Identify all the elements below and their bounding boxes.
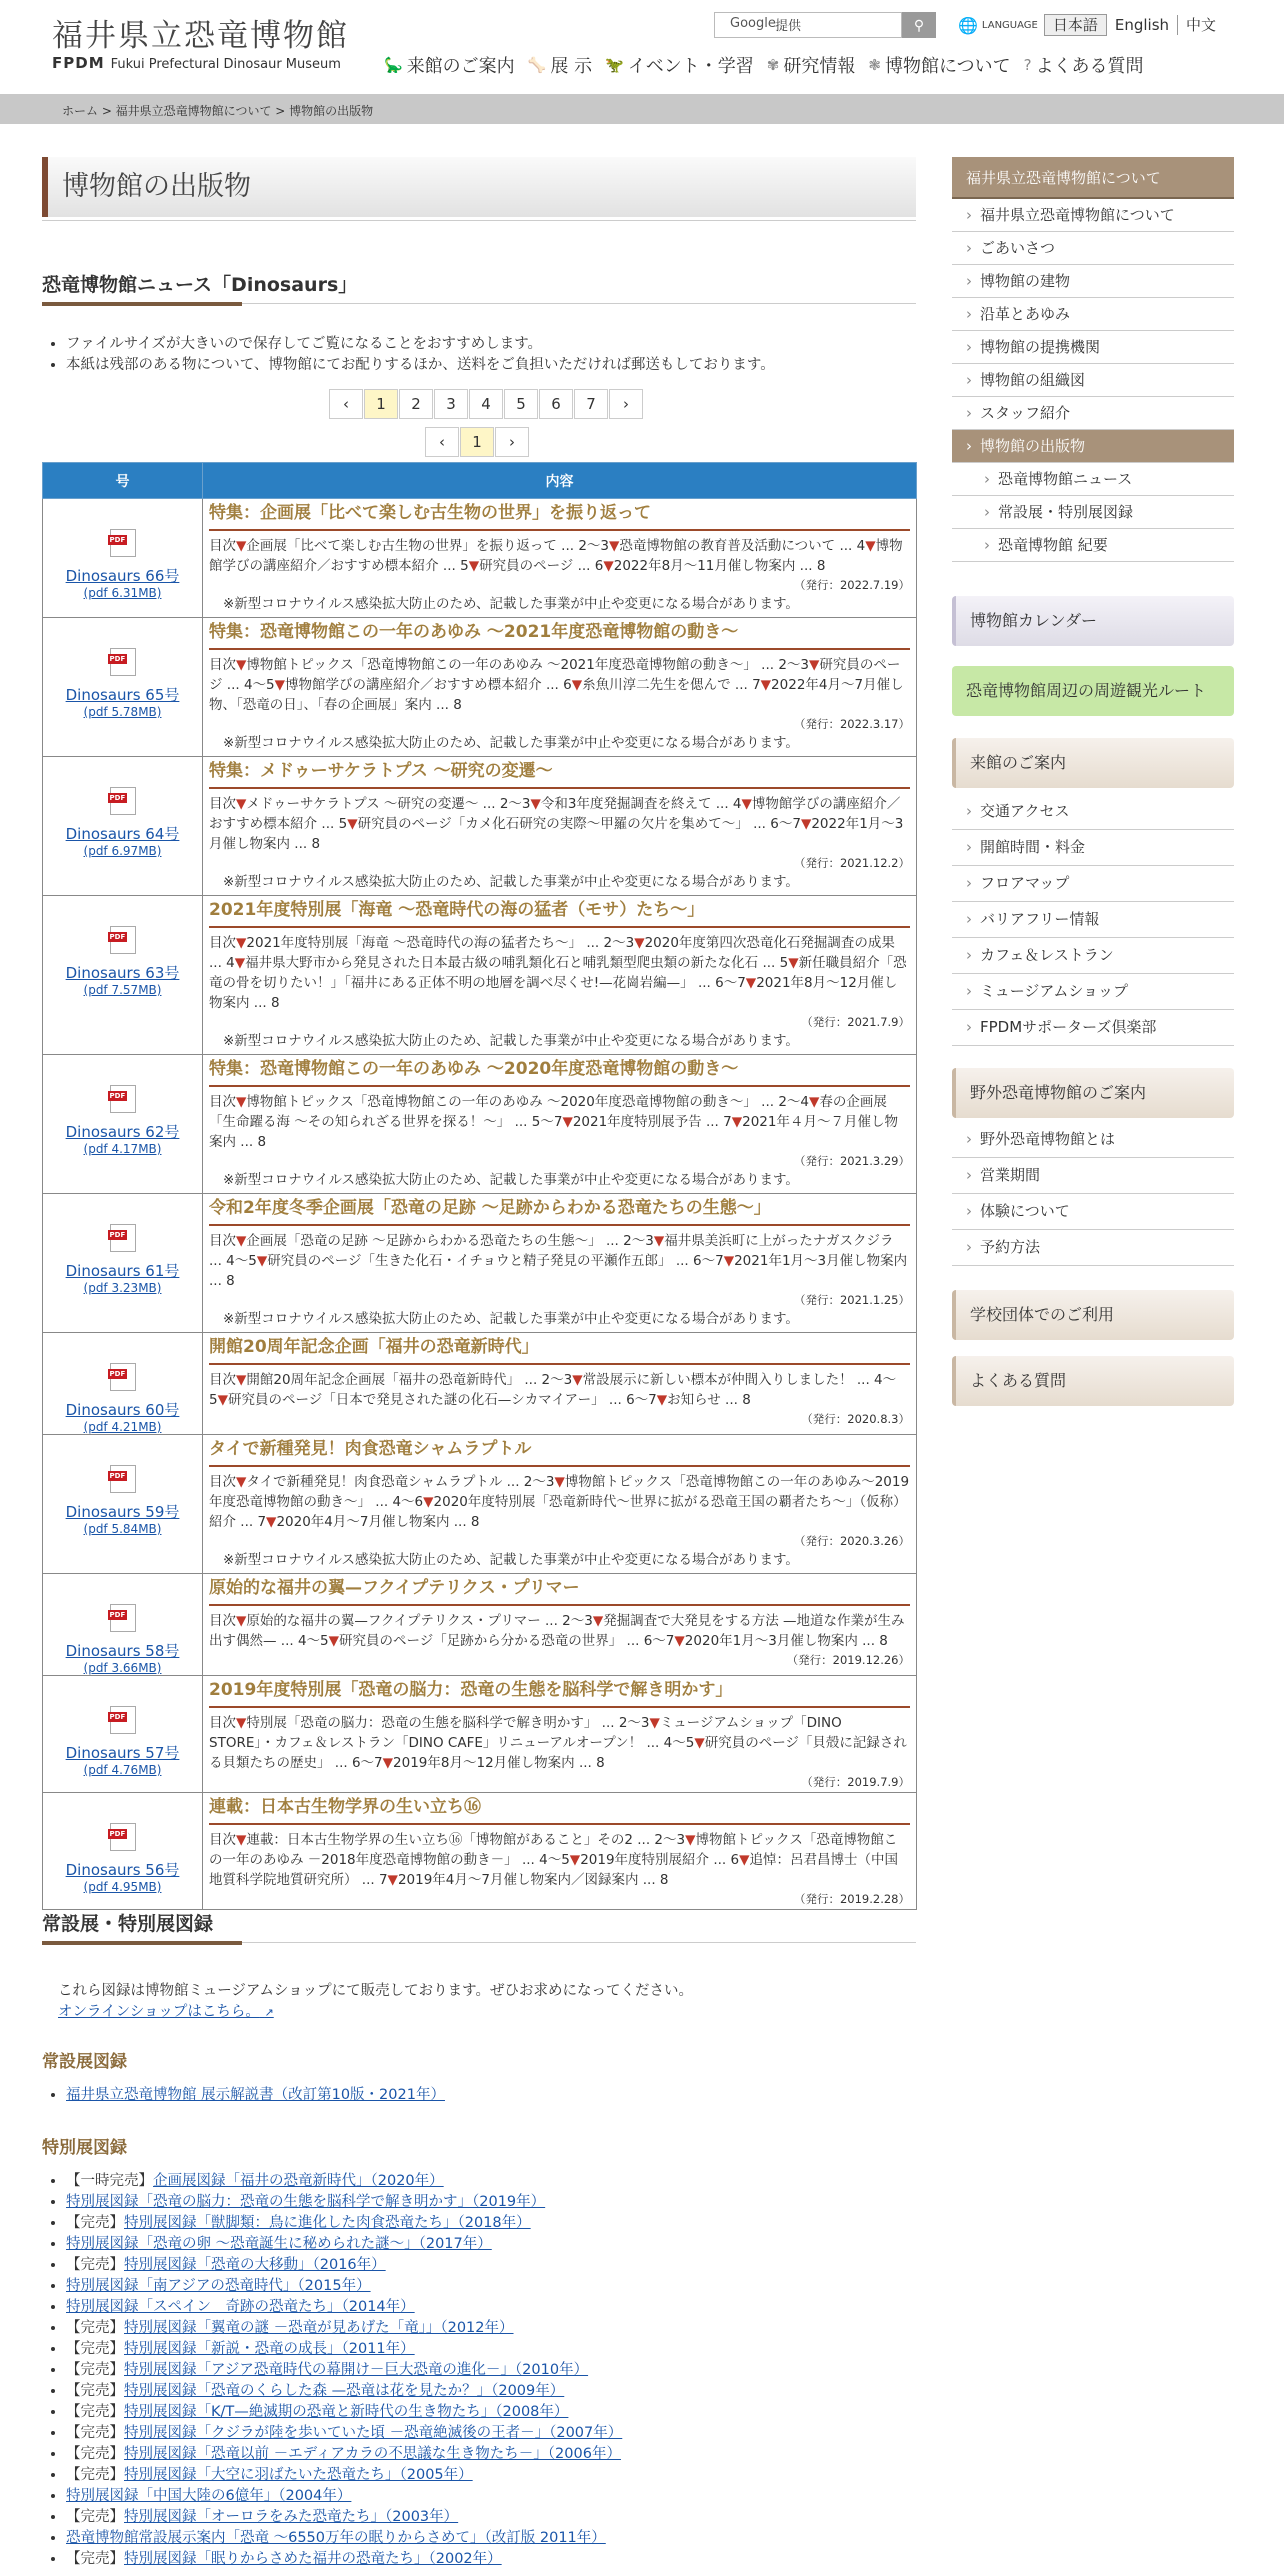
pager-page-3[interactable]: 3 (434, 389, 468, 419)
table-row (43, 1435, 917, 1574)
news-table-body (43, 499, 917, 1910)
search-input[interactable] (714, 12, 902, 38)
issue-size[interactable]: (pdf 6.31MB) (83, 586, 162, 600)
breadcrumb-bar (0, 94, 1284, 124)
lang-japanese[interactable]: 日本語 (1044, 14, 1107, 36)
sidebar-item[interactable]: › スタッフ紹介 (952, 397, 1234, 430)
dinosaur-icon: 🦕 (384, 56, 403, 74)
pdf-icon[interactable] (110, 1706, 136, 1734)
catalog-intro (58, 1981, 693, 2023)
issue-size[interactable]: (pdf 4.76MB) (83, 1763, 162, 1777)
covid-note: ※新型コロナウイルス感染拡大防止のため、記載した事業が中止や変更になる場合があります。 (223, 1552, 799, 1568)
catalog-link[interactable]: 福井県立恐竜博物館 展示解説書（改訂第10版・2021年） (66, 2087, 445, 2103)
pager-page-6[interactable]: 6 (539, 389, 573, 419)
online-shop-label: オンラインショップはこちら。 (58, 2004, 260, 2020)
nav-research[interactable] (767, 52, 856, 78)
pdf-icon[interactable] (110, 1363, 136, 1391)
issue-date: （発行：2019.12.26） (786, 1653, 910, 1667)
issue-contents: 目次▼博物館トピックス「恐竜博物館この一年のあゆみ 〜2020年度恐竜博物館の動き〜」 ... 2〜4▼春の企画展「生命躍る海 〜その知られざる世界を探る！〜」 ... 5〜7▼2021年度特別展予告 ... 7▼2021年４月〜７月催し物案内 ... 8 (209, 1094, 898, 1150)
issue-size[interactable]: (pdf 4.17MB) (83, 1142, 162, 1156)
issue-title: 原始的な福井の翼—フクイプテリクス・プリマー (209, 1576, 910, 1606)
catalog-link[interactable]: 特別展図録「獣脚類：鳥に進化した肉食恐竜たち」（2018年） (124, 2215, 531, 2231)
sidebar-item[interactable]: › 博物館の提携機関 (952, 331, 1234, 364)
sidebar-item[interactable]: › ミュージアムショップ (952, 974, 1234, 1010)
search-icon: ⚲ (913, 16, 925, 33)
sidebar-tourism[interactable]: 恐竜博物館周辺の周遊観光ルート (952, 666, 1234, 716)
external-link-icon: ↗ (264, 2006, 274, 2019)
pterosaur-icon: ❃ (868, 56, 881, 74)
issue-cell (43, 1333, 203, 1435)
issue-link[interactable]: Dinosaurs 60号 (65, 1401, 180, 1419)
issue-title: 特集：恐竜博物館この一年のあゆみ 〜2021年度恐竜博物館の動き〜 (209, 620, 910, 650)
issue-cell (43, 1574, 203, 1676)
lang-chinese[interactable]: 中文 (1177, 15, 1224, 35)
issue-date: （発行：2021.12.2） (793, 856, 910, 870)
list-item (66, 2171, 622, 2192)
content-cell (203, 1333, 917, 1435)
sold-out-label: 【完売】 (66, 2404, 124, 2420)
sidebar-about-list (952, 199, 1234, 562)
content-cell (203, 896, 917, 1055)
content-cell (203, 757, 917, 896)
sidebar-item[interactable]: › 博物館の組織図 (952, 364, 1234, 397)
sidebar-faq[interactable]: よくある質問 (952, 1356, 1234, 1406)
issue-size[interactable]: (pdf 5.78MB) (83, 705, 162, 719)
list-item (66, 2234, 622, 2255)
list-item (66, 2549, 622, 2568)
content-cell (203, 1676, 917, 1793)
logo-japanese: 福井県立恐竜博物館 (52, 18, 349, 54)
issue-date: （発行：2020.8.3） (801, 1412, 910, 1426)
ammonite-icon: ✾ (766, 56, 780, 74)
language-switcher (958, 12, 1224, 38)
issue-date: （発行：2022.7.19） (793, 578, 910, 592)
site-search (714, 12, 936, 38)
issue-size[interactable]: (pdf 7.57MB) (83, 983, 162, 997)
sold-out-label: 【完売】 (66, 2320, 124, 2336)
catalog-link[interactable]: 特別展図録「新説・恐竜の成長」（2011年） (124, 2341, 415, 2357)
list-item (66, 2486, 622, 2507)
issue-contents: 目次▼連載：日本古生物学界の生い立ち⑯「博物館があること」その2 ... 2〜3▼博物館トピックス「恐竜博物館この一年のあゆみ －2018年度恐竜博物館の動き－」 ... 4〜5▼2019年度特別展紹介 ... 6▼追悼：呂君昌博士（中国地質科学院地質研究所） ... 7▼2019年4月〜7月催し物案内／図録案内 ... 8 (209, 1832, 898, 1888)
sidebar-item[interactable]: › 交通アクセス (952, 794, 1234, 830)
language-label: LANGUAGE (981, 19, 1038, 31)
issue-title: 特集：メドゥーサケラトプス 〜研究の変遷〜 (209, 759, 910, 789)
sold-out-label: 【完売】 (66, 2425, 124, 2441)
issue-size[interactable]: (pdf 5.84MB) (83, 1522, 162, 1536)
catalog-link[interactable]: 特別展図録「中国大陸の6億年」（2004年） (66, 2488, 352, 2504)
issue-size[interactable]: (pdf 6.97MB) (83, 844, 162, 858)
sidebar-item[interactable]: › 開館時間・料金 (952, 830, 1234, 866)
list-item (66, 2255, 622, 2276)
sidebar-calendar[interactable]: 博物館カレンダー (952, 596, 1234, 646)
content-cell (203, 1574, 917, 1676)
catalog-link[interactable]: 特別展図録「眠りからさめた福井の恐竜たち」（2002年） (124, 2551, 502, 2567)
issue-cell (43, 1055, 203, 1194)
pager-top (328, 389, 643, 419)
lang-english[interactable]: English (1114, 16, 1170, 34)
catalog-link[interactable]: 特別展図録「アジア恐竜時代の幕開け－巨大恐竜の進化－」（2010年） (124, 2362, 589, 2378)
pdf-icon[interactable] (110, 926, 136, 954)
issue-link[interactable]: Dinosaurs 62号 (65, 1123, 180, 1141)
special-catalog-heading: 特別展図録 (42, 2138, 127, 2158)
issue-contents: 目次▼特別展「恐竜の脳力：恐竜の生態を脳科学で解き明かす」 ... 2〜3▼ミュージアムショップ「DINO STORE」・カフェ＆レストラン「DINO CAFE」リニューアルオープン！ ... 4〜5▼研究員のページ「貝殻に記録される貝類たちの歴史」 ... 6〜7▼2019年8月〜12月催し物案内 ... 8 (209, 1715, 907, 1771)
issue-title: 2021年度特別展「海竜 〜恐竜時代の海の猛者（モサ）たち〜」 (209, 898, 910, 928)
covid-note: ※新型コロナウイルス感染拡大防止のため、記載した事業が中止や変更になる場合があります。 (223, 1033, 799, 1049)
table-row (43, 618, 917, 757)
pdf-icon[interactable] (110, 1823, 136, 1851)
note-item: • 本紙は残部のある物について、博物館にてお配りするほか、送料をご負担いただければ郵送もしております。 (66, 355, 775, 376)
main-nav (384, 52, 1157, 78)
sidebar-subitem[interactable]: › 恐竜博物館 紀要 (952, 529, 1234, 562)
content-cell (203, 499, 917, 618)
sold-out-label: 【完売】 (66, 2446, 124, 2462)
issue-cell (43, 1793, 203, 1910)
pdf-icon[interactable] (110, 787, 136, 815)
list-item (66, 2276, 622, 2297)
catalog-intro-text: これら図録は博物館ミュージアムショップにて販売しております。ぜひお求めになってください。 (58, 1983, 693, 1999)
sidebar-item[interactable]: › 博物館の建物 (952, 265, 1234, 298)
issue-title: 連載：日本古生物学界の生い立ち⑯ (209, 1795, 910, 1825)
covid-note: ※新型コロナウイルス感染拡大防止のため、記載した事業が中止や変更になる場合があります。 (223, 874, 799, 890)
main-content (42, 157, 916, 2567)
catalog-link[interactable]: 特別展図録「大空に羽ばたいた恐竜たち」（2005年） (124, 2467, 473, 2483)
issue-title: 特集：企画展「比べて楽しむ古生物の世界」を振り返って (209, 501, 910, 531)
issue-cell (43, 618, 203, 757)
pager-sub (424, 427, 529, 457)
table-row (43, 1194, 917, 1333)
issue-size[interactable]: (pdf 4.21MB) (83, 1420, 162, 1434)
issue-link[interactable]: Dinosaurs 66号 (65, 567, 180, 585)
table-header-row (43, 463, 917, 499)
title-divider (42, 220, 916, 221)
pdf-icon[interactable] (110, 1224, 136, 1252)
news-heading: 恐竜博物館ニュース「Dinosaurs」 (42, 270, 916, 304)
sidebar-item[interactable]: › 営業期間 (952, 1158, 1234, 1194)
nav-exhibit-label: 展 示 (550, 56, 593, 77)
issue-link[interactable]: Dinosaurs 64号 (65, 825, 180, 843)
catalog-link[interactable]: 特別展図録「恐竜の大移動」（2016年） (124, 2257, 386, 2273)
pdf-icon[interactable] (110, 1604, 136, 1632)
list-item (66, 2528, 622, 2549)
issue-link[interactable]: Dinosaurs 63号 (65, 964, 180, 982)
issue-title: 令和2年度冬季企画展「恐竜の足跡 〜足跡からわかる恐竜たちの生態〜」 (209, 1196, 910, 1226)
logo-full-name: Fukui Prefectural Dinosaur Museum (110, 57, 341, 72)
issue-date: （発行：2022.3.17） (793, 717, 910, 731)
issue-contents: 目次▼企画展「比べて楽しむ古生物の世界」を振り返って ... 2〜3▼恐竜博物館の教育普及活動について ... 4▼博物館学びの講座紹介／おすすめ標本紹介 ... 5▼研究員のページ ... 6▼2022年8月〜11月催し物案内 ... 8 (209, 538, 903, 574)
catalog-link[interactable]: 特別展図録「オーロラをみた恐竜たち」（2003年） (124, 2509, 459, 2525)
issue-contents: 目次▼2021年度特別展「海竜 〜恐竜時代の海の猛者たち〜」 ... 2〜3▼2020年度第四次恐竜化石発掘調査の成果 ... 4▼福井県大野市から発見された日本最古級の哺乳類化石と哺乳類型爬虫類の新たな化石 ... 5▼新任職員紹介「恐竜の骨を切りたい！」「福井にある正体不明の地層を調べ尽くせ!—花崗岩編—」 ... 6〜7▼2021年8月〜12月催し物案内 ... 8 (209, 935, 907, 1011)
permanent-catalog-list (66, 2085, 445, 2106)
catalog-link[interactable]: 企画展図録「福井の恐竜新時代」（2020年） (153, 2173, 444, 2189)
sidebar-visit-list (952, 794, 1234, 1046)
nav-event-label: イベント・学習 (627, 56, 754, 77)
special-catalog-list (66, 2171, 622, 2568)
site-header (0, 0, 1284, 94)
sold-out-label: 【完売】 (66, 2509, 124, 2525)
logo-english (52, 54, 349, 72)
covid-note: ※新型コロナウイルス感染拡大防止のため、記載した事業が中止や変更になる場合があります。 (223, 1311, 799, 1327)
issue-link[interactable]: Dinosaurs 56号 (65, 1861, 180, 1879)
permanent-catalog-heading: 常設展図録 (42, 2052, 127, 2072)
content-cell (203, 1194, 917, 1333)
issue-contents: 目次▼開館20周年記念企画展「福井の恐竜新時代」 ... 2〜3▼常設展示に新しい標本が仲間入りしました！ ... 4〜5▼研究員のページ「日本で発見された謎の化石—シカマイアー」 ... 6〜7▼お知らせ ... 8 (209, 1372, 897, 1408)
header-content: 内容 (203, 463, 917, 499)
catalog-link[interactable]: 特別展図録「恐竜の脳力：恐竜の生態を脳科学で解き明かす」（2019年） (66, 2194, 546, 2210)
sidebar-about-heading[interactable]: 福井県立恐竜博物館について (952, 157, 1234, 199)
raptor-icon: 🦖 (605, 56, 624, 74)
list-item (66, 2507, 622, 2528)
sidebar-visit-heading[interactable]: 来館のご案内 (952, 738, 1234, 788)
breadcrumb[interactable]: ホーム > 福井県立恐竜博物館について > 博物館の出版物 (62, 104, 374, 118)
list-item (66, 2085, 445, 2106)
pager-page-1[interactable]: 1 (364, 389, 398, 419)
content-cell (203, 618, 917, 757)
table-row (43, 1055, 917, 1194)
list-item (66, 2402, 622, 2423)
issue-date: （発行：2021.3.29） (793, 1154, 910, 1168)
sidebar-outdoor-heading[interactable]: 野外恐竜博物館のご案内 (952, 1068, 1234, 1118)
sold-out-label: 【完売】 (66, 2257, 124, 2273)
nav-visit[interactable] (384, 52, 515, 78)
catalog-link[interactable]: 特別展図録「恐竜のくらした森 —恐竜は花を見たか？」（2009年） (124, 2383, 565, 2399)
sidebar-item[interactable]: › フロアマップ (952, 866, 1234, 902)
google-brand: Google (730, 16, 776, 31)
issue-size[interactable]: (pdf 3.23MB) (83, 1281, 162, 1295)
catalog-link[interactable]: 特別展図録「南アジアの恐竜時代」（2015年） (66, 2278, 371, 2294)
issue-contents: 目次▼タイで新種発見！肉食恐竜シャムラプトル ... 2〜3▼博物館トピックス「恐竜博物館この一年のあゆみ〜2019年度恐竜博物館の動き〜」 ... 4〜6▼2020年度特別展「恐竜新時代〜世界に拡がる恐竜王国の覇者たち〜」（仮称）紹介 ... 7▼2020年4月〜7月催し物案内 ... 8 (209, 1474, 910, 1530)
catalog-link[interactable]: 恐竜博物館常設展示案内「恐竜 ～6550万年の眠りからさめて」（改訂版 2011年） (66, 2530, 606, 2546)
list-item (66, 2423, 622, 2444)
pager-page-7[interactable]: 7 (574, 389, 608, 419)
table-row (43, 499, 917, 618)
covid-note: ※新型コロナウイルス感染拡大防止のため、記載した事業が中止や変更になる場合があります。 (223, 1172, 799, 1188)
nav-about[interactable] (868, 52, 1010, 78)
list-item (66, 2297, 622, 2318)
issue-date: （発行：2020.3.26） (793, 1534, 910, 1548)
issue-link[interactable]: Dinosaurs 65号 (65, 686, 180, 704)
issue-date: （発行：2019.7.9） (801, 1775, 910, 1789)
issue-date: （発行：2021.1.25） (793, 1293, 910, 1307)
nav-research-label: 研究情報 (783, 56, 856, 77)
search-button[interactable] (902, 12, 936, 38)
issue-cell (43, 499, 203, 618)
issue-title: 特集：恐竜博物館この一年のあゆみ 〜2020年度恐竜博物館の動き〜 (209, 1057, 910, 1087)
issue-contents: 目次▼原始的な福井の翼—フクイプテリクス・プリマー ... 2〜3▼発掘調査で大発見をする方法 —地道な作業が生み出す偶然— ... 4〜5▼研究員のページ「足跡から分かる恐竜の世界」 ... 6〜7▼2020年1月〜3月催し物案内 ... 8 (209, 1613, 905, 1649)
list-item (66, 2192, 622, 2213)
content-cell (203, 1055, 917, 1194)
issue-cell (43, 1435, 203, 1574)
issue-contents: 目次▼メドゥーサケラトプス 〜研究の変遷〜 ... 2〜3▼令和3年度発掘調査を終えて ... 4▼博物館学びの講座紹介／おすすめ標本紹介 ... 5▼研究員のページ「カメ化石研究の実際〜甲羅の欠片を集めて〜」 ... 6〜7▼2022年1月〜3月催し物案内 ... 8 (209, 796, 904, 852)
pager-page-2[interactable]: 2 (399, 389, 433, 419)
issue-cell (43, 757, 203, 896)
issue-contents: 目次▼博物館トピックス「恐竜博物館この一年のあゆみ 〜2021年度恐竜博物館の動き〜」 ... 2〜3▼研究員のページ ... 4〜5▼博物館学びの講座紹介／おすすめ標本紹介 ... 6▼糸魚川淳二先生を偲んで ... 7▼2022年4月〜7月催し物、「恐竜の日」、「春の企画展」案内 ... 8 (209, 657, 904, 713)
issue-cell (43, 896, 203, 1055)
pdf-icon[interactable] (110, 1465, 136, 1493)
table-row (43, 1333, 917, 1435)
issue-link[interactable]: Dinosaurs 61号 (65, 1262, 180, 1280)
nav-visit-label: 来館のご案内 (406, 56, 515, 77)
catalog-heading: 常設展・特別展図録 (42, 1909, 916, 1943)
news-table (42, 462, 917, 1910)
sidebar-item-publications[interactable]: › 博物館の出版物 (952, 430, 1234, 463)
sidebar-item[interactable]: › ごあいさつ (952, 232, 1234, 265)
table-row (43, 757, 917, 896)
nav-event[interactable] (605, 52, 754, 78)
catalog-link[interactable]: 特別展図録「スペイン 奇跡の恐竜たち」（2014年） (66, 2299, 415, 2315)
nav-faq[interactable] (1024, 52, 1144, 78)
pager-next[interactable]: › (609, 389, 643, 419)
table-row (43, 1574, 917, 1676)
list-item (66, 2381, 622, 2402)
subpager-next[interactable]: › (495, 427, 529, 457)
sidebar-item[interactable]: › 沿革とあゆみ (952, 298, 1234, 331)
sidebar-item[interactable]: › 野外恐竜博物館とは (952, 1122, 1234, 1158)
list-item (66, 2444, 622, 2465)
sold-out-label: 【完売】 (66, 2383, 124, 2399)
sidebar-subitem[interactable]: › 常設展・特別展図録 (952, 496, 1234, 529)
sold-out-label: 【完売】 (66, 2551, 124, 2567)
content-cell (203, 1435, 917, 1574)
issue-contents: 目次▼企画展「恐竜の足跡 〜足跡からわかる恐竜たちの生態〜」 ... 2〜3▼福井県美浜町に上がったナガスクジラ ... 4〜5▼研究員のページ「生きた化石・イチョウと精子発見の平瀬作五郎」 ... 6〜7▼2021年1月〜3月催し物案内 ... 8 (209, 1233, 908, 1289)
sidebar-subitem[interactable]: › 恐竜博物館ニュース (952, 463, 1234, 496)
sidebar-item[interactable]: › 福井県立恐竜博物館について (952, 199, 1234, 232)
globe-icon: 🌐 (958, 15, 978, 35)
subpager-prev[interactable]: ‹ (425, 427, 459, 457)
issue-cell (43, 1676, 203, 1793)
sidebar-outdoor-list (952, 1122, 1234, 1266)
covid-note: ※新型コロナウイルス感染拡大防止のため、記載した事業が中止や変更になる場合があります。 (223, 735, 799, 751)
issue-cell (43, 1194, 203, 1333)
pdf-icon[interactable] (110, 1085, 136, 1113)
online-shop-link[interactable] (58, 2004, 274, 2020)
question-icon: ? (1023, 56, 1032, 74)
catalog-link[interactable]: 特別展図録「恐竜以前 －エディアカラの不思議な生き物たち－」（2006年） (124, 2446, 621, 2462)
content-cell (203, 1793, 917, 1910)
issue-title: 2019年度特別展「恐竜の脳力：恐竜の生態を脳科学で解き明かす」 (209, 1678, 910, 1708)
fossil-icon: 🦴 (527, 56, 547, 74)
sidebar-item[interactable]: › カフェ＆レストラン (952, 938, 1234, 974)
catalog-link[interactable]: 特別展図録「クジラが陸を歩いていた頃 －恐竜絶滅後の王者－」（2007年） (124, 2425, 623, 2441)
logo-abbr: FPDM (52, 54, 105, 72)
issue-size[interactable]: (pdf 4.95MB) (83, 1880, 162, 1894)
issue-link[interactable]: Dinosaurs 57号 (65, 1744, 180, 1762)
catalog-link[interactable]: 特別展図録「K/T—絶滅期の恐竜と新時代の生き物たち」（2008年） (124, 2404, 569, 2420)
catalog-link[interactable]: 特別展図録「恐竜の卵 ～恐竜誕生に秘められた謎～」（2017年） (66, 2236, 492, 2252)
header-number: 号 (43, 463, 203, 499)
sold-out-label: 【完売】 (66, 2467, 124, 2483)
sold-out-label: 【完売】 (66, 2341, 124, 2357)
issue-size[interactable]: (pdf 3.66MB) (83, 1661, 162, 1675)
sold-out-label: 【一時完売】 (66, 2173, 153, 2189)
sold-out-label: 【完売】 (66, 2362, 124, 2378)
pager-page-5[interactable]: 5 (504, 389, 538, 419)
table-row (43, 1676, 917, 1793)
covid-note: ※新型コロナウイルス感染拡大防止のため、記載した事業が中止や変更になる場合があります。 (223, 596, 799, 612)
sidebar (952, 157, 1234, 1406)
list-item (66, 2213, 622, 2234)
sidebar-item[interactable]: › 体験について (952, 1194, 1234, 1230)
table-row (43, 1793, 917, 1910)
sold-out-label: 【完売】 (66, 2215, 124, 2231)
issue-date: （発行：2021.7.9） (801, 1015, 910, 1029)
notes-list (66, 334, 775, 376)
sidebar-item[interactable]: › バリアフリー情報 (952, 902, 1234, 938)
catalog-link[interactable]: 特別展図録「翼竜の謎 －恐竜が見あげた「竜」」（2012年） (124, 2320, 514, 2336)
list-item (66, 2339, 622, 2360)
issue-link[interactable]: Dinosaurs 59号 (65, 1503, 180, 1521)
issue-title: タイで新種発見！肉食恐竜シャムラプトル (209, 1437, 910, 1467)
pager-prev[interactable]: ‹ (329, 389, 363, 419)
issue-date: （発行：2019.2.28） (793, 1892, 910, 1906)
page-title: 博物館の出版物 (42, 157, 916, 217)
sidebar-item[interactable]: › FPDMサポーターズ倶楽部 (952, 1010, 1234, 1046)
nav-exhibit[interactable] (528, 52, 592, 78)
list-item (66, 2318, 622, 2339)
pager-page-4[interactable]: 4 (469, 389, 503, 419)
sidebar-school[interactable]: 学校団体でのご利用 (952, 1290, 1234, 1340)
issue-title: 開館20周年記念企画「福井の恐竜新時代」 (209, 1335, 910, 1365)
site-logo[interactable] (52, 18, 349, 72)
pdf-icon[interactable] (110, 648, 136, 676)
issue-link[interactable]: Dinosaurs 58号 (65, 1642, 180, 1660)
nav-faq-label: よくある質問 (1035, 56, 1144, 77)
pdf-icon[interactable] (110, 529, 136, 557)
note-item: • ファイルサイズが大きいので保存してご覧になることをおすすめします。 (66, 334, 775, 355)
list-item (66, 2360, 622, 2381)
subpager-page-1[interactable]: 1 (460, 427, 494, 457)
table-row (43, 896, 917, 1055)
nav-about-label: 博物館について (884, 56, 1011, 77)
sidebar-item[interactable]: › 予約方法 (952, 1230, 1234, 1266)
list-item (66, 2465, 622, 2486)
